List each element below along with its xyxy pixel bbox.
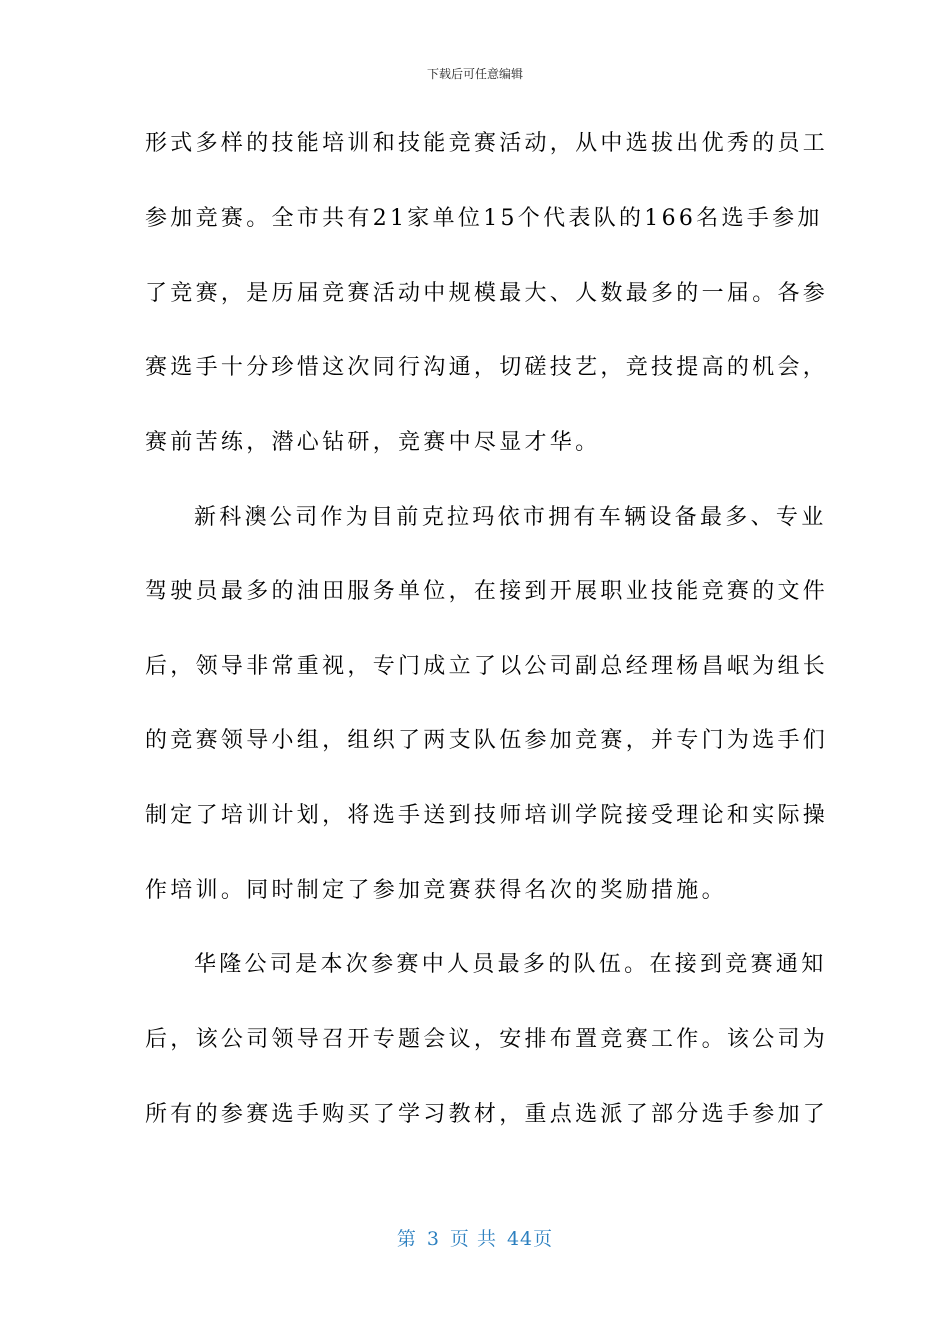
total-pages: 44 <box>506 1228 534 1250</box>
page-suffix: 页 <box>533 1228 554 1250</box>
page-header: 下载后可任意编辑 <box>426 67 523 81</box>
page-number: 3 <box>426 1228 440 1250</box>
paragraph-line: 了竞赛，是历届竞赛活动中规模最大、人数最多的一届。各参 <box>145 281 829 306</box>
paragraph-line: 的竞赛领导小组，组织了两支队伍参加竞赛，并专门为选手们 <box>145 728 829 753</box>
paragraph-line: 作培训。同时制定了参加竞赛获得名次的奖励措施。 <box>145 878 727 903</box>
paragraph-line: 赛前苦练，潜心钻研，竞赛中尽显才华。 <box>145 430 601 455</box>
paragraph-line: 所有的参赛选手购买了学习教材，重点选派了部分选手参加了 <box>145 1102 829 1127</box>
paragraph-line: 后，领导非常重视，专门成立了以公司副总经理杨昌岷为组长 <box>145 654 829 679</box>
page-middle: 页 共 <box>449 1228 497 1250</box>
paragraph-line: 驾驶员最多的油田服务单位，在接到开展职业技能竞赛的文件 <box>145 579 829 604</box>
paragraph-line: 后，该公司领导召开专题会议，安排布置竞赛工作。该公司为 <box>145 1027 829 1052</box>
paragraph-line: 华隆公司是本次参赛中人员最多的队伍。在接到竞赛通知 <box>194 952 827 977</box>
paragraph-line: 形式多样的技能培训和技能竞赛活动，从中选拔出优秀的员工 <box>145 131 829 156</box>
paragraph-line: 新科澳公司作为目前克拉玛依市拥有车辆设备最多、专业 <box>194 505 827 530</box>
page-footer <box>0 1226 950 1252</box>
paragraph-line: 参加竞赛。全市共有21家单位15个代表队的166名选手参加 <box>145 206 823 231</box>
paragraph-line: 制定了培训计划，将选手送到技师培训学院接受理论和实际操 <box>145 803 829 828</box>
paragraph-line: 赛选手十分珍惜这次同行沟通，切磋技艺，竞技提高的机会， <box>145 355 829 380</box>
page-prefix: 第 <box>396 1228 417 1250</box>
